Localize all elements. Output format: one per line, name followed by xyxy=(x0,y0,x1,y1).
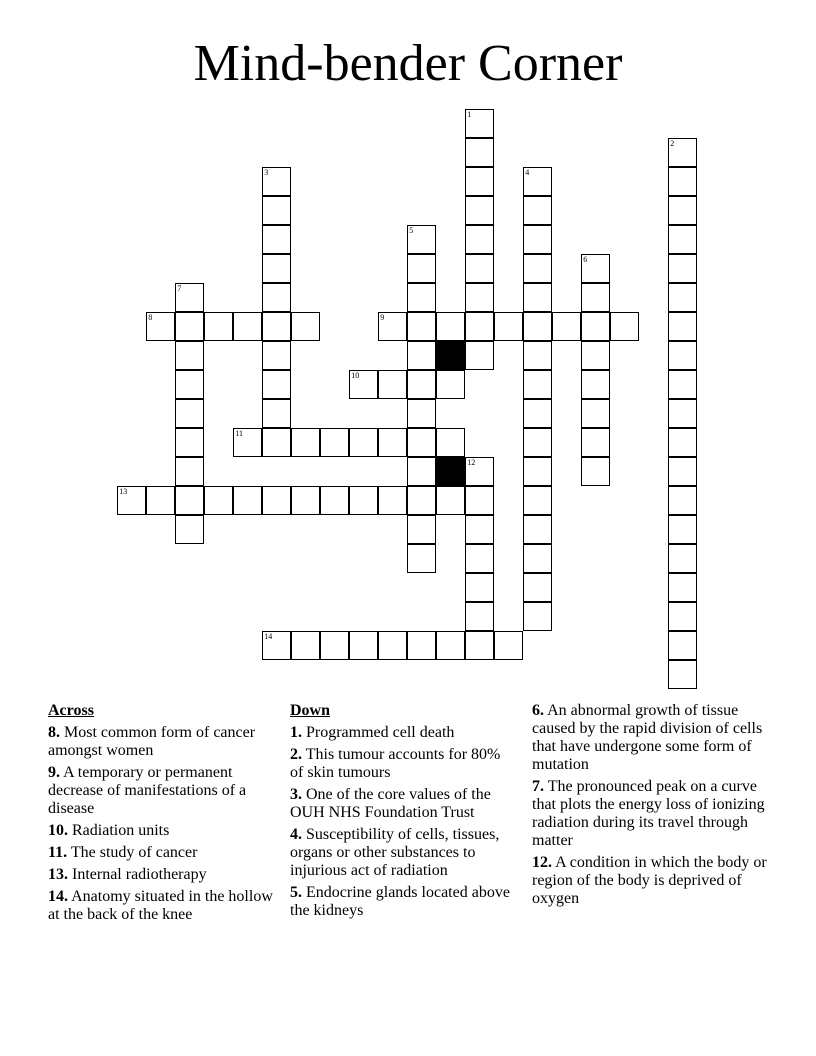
crossword-cell[interactable] xyxy=(523,283,552,312)
crossword-cell[interactable] xyxy=(552,312,581,341)
crossword-cell[interactable] xyxy=(581,312,610,341)
clue-down-1: 1. Programmed cell death xyxy=(290,724,455,741)
crossword-cell[interactable] xyxy=(407,428,436,457)
crossword-cell[interactable] xyxy=(465,602,494,631)
crossword-cell[interactable] xyxy=(494,312,523,341)
crossword-cell[interactable] xyxy=(175,399,204,428)
black-square xyxy=(436,341,465,370)
clue-across-11: 11. The study of cancer xyxy=(48,844,198,861)
cell-number: 2 xyxy=(670,139,675,149)
crossword-cell[interactable] xyxy=(291,428,320,457)
crossword-cell[interactable] xyxy=(465,341,494,370)
crossword-cell[interactable] xyxy=(175,515,204,544)
crossword-cell[interactable] xyxy=(175,312,204,341)
crossword-cell[interactable] xyxy=(262,370,291,399)
crossword-cell[interactable] xyxy=(465,631,494,660)
crossword-cell[interactable] xyxy=(407,399,436,428)
cell-number: 14 xyxy=(264,632,273,642)
crossword-cell[interactable] xyxy=(349,631,378,660)
crossword-cell[interactable] xyxy=(436,486,465,515)
crossword-cell[interactable] xyxy=(610,312,639,341)
crossword-cell[interactable] xyxy=(175,486,204,515)
crossword-cell[interactable] xyxy=(581,399,610,428)
crossword-cell[interactable] xyxy=(523,341,552,370)
crossword-cell[interactable] xyxy=(407,631,436,660)
crossword-cell[interactable] xyxy=(262,283,291,312)
crossword-cell[interactable] xyxy=(668,283,697,312)
crossword-cell[interactable] xyxy=(523,196,552,225)
cell-number: 9 xyxy=(380,313,385,323)
crossword-cell[interactable] xyxy=(523,167,552,196)
crossword-cell[interactable] xyxy=(233,486,262,515)
cell-number: 7 xyxy=(177,284,182,294)
crossword-cell[interactable] xyxy=(378,312,407,341)
cell-number: 4 xyxy=(525,168,530,178)
crossword-cell[interactable] xyxy=(349,428,378,457)
crossword-cell[interactable] xyxy=(668,225,697,254)
crossword-cell[interactable] xyxy=(378,370,407,399)
crossword-cell[interactable] xyxy=(262,399,291,428)
cell-number: 6 xyxy=(583,255,588,265)
down-clues-2 xyxy=(532,702,772,912)
crossword-cell[interactable] xyxy=(262,428,291,457)
crossword-cell[interactable] xyxy=(581,428,610,457)
clue-across-14: 14. Anatomy situated in the hollow at the back of the knee xyxy=(48,888,273,923)
crossword-cell[interactable] xyxy=(407,312,436,341)
crossword-cell[interactable] xyxy=(581,283,610,312)
crossword-cell[interactable] xyxy=(668,167,697,196)
crossword-cell[interactable] xyxy=(668,254,697,283)
crossword-cell[interactable] xyxy=(436,428,465,457)
cell-number: 8 xyxy=(148,313,153,323)
crossword-cell[interactable] xyxy=(668,631,697,660)
crossword-cell[interactable] xyxy=(465,196,494,225)
crossword-cell[interactable] xyxy=(291,486,320,515)
crossword-cell[interactable] xyxy=(175,341,204,370)
crossword-cell[interactable] xyxy=(668,428,697,457)
crossword-cell[interactable] xyxy=(523,428,552,457)
black-square xyxy=(436,457,465,486)
crossword-cell[interactable] xyxy=(262,254,291,283)
clue-across-10: 10. Radiation units xyxy=(48,822,170,839)
crossword-cell[interactable] xyxy=(668,370,697,399)
crossword-cell[interactable] xyxy=(494,631,523,660)
crossword-cell[interactable] xyxy=(349,370,378,399)
clue-down-12: 12. A condition in which the body or region of the body is deprived of oxygen xyxy=(532,854,767,907)
cell-number: 10 xyxy=(351,371,360,381)
crossword-cell[interactable] xyxy=(407,254,436,283)
clue-down-7: 7. The pronounced peak on a curve that plots the energy loss of ionizing radiation during its travel through matter xyxy=(532,778,765,849)
crossword-cell[interactable] xyxy=(378,428,407,457)
crossword-cell[interactable] xyxy=(465,312,494,341)
crossword-cell[interactable] xyxy=(204,312,233,341)
down-clues-1 xyxy=(290,702,515,924)
cell-number: 13 xyxy=(119,487,128,497)
crossword-cell[interactable] xyxy=(668,486,697,515)
crossword-cell[interactable] xyxy=(668,660,697,689)
crossword-cell[interactable] xyxy=(465,283,494,312)
crossword-cell[interactable] xyxy=(523,254,552,283)
crossword-cell[interactable] xyxy=(436,631,465,660)
crossword-cell[interactable] xyxy=(291,312,320,341)
crossword-cell[interactable] xyxy=(523,544,552,573)
crossword-cell[interactable] xyxy=(436,370,465,399)
clue-down-2: 2. This tumour accounts for 80% of skin tumours xyxy=(290,746,501,781)
crossword-cell[interactable] xyxy=(668,515,697,544)
crossword-cell[interactable] xyxy=(407,457,436,486)
down-heading: Down xyxy=(290,702,331,719)
crossword-cell[interactable] xyxy=(668,341,697,370)
crossword-cell[interactable] xyxy=(262,486,291,515)
crossword-cell[interactable] xyxy=(465,167,494,196)
crossword-cell[interactable] xyxy=(117,486,146,515)
crossword-cell[interactable] xyxy=(523,457,552,486)
cell-number: 11 xyxy=(235,429,243,439)
crossword-cell[interactable] xyxy=(523,515,552,544)
crossword-cell[interactable] xyxy=(349,486,378,515)
crossword-cell[interactable] xyxy=(175,428,204,457)
crossword-cell[interactable] xyxy=(465,486,494,515)
crossword-cell[interactable] xyxy=(233,428,262,457)
crossword-cell[interactable] xyxy=(407,283,436,312)
crossword-cell[interactable] xyxy=(668,573,697,602)
crossword-cell[interactable] xyxy=(523,399,552,428)
crossword-cell[interactable] xyxy=(523,602,552,631)
crossword-cell[interactable] xyxy=(262,225,291,254)
crossword-cell[interactable] xyxy=(523,225,552,254)
crossword-cell[interactable] xyxy=(175,457,204,486)
crossword-cell[interactable] xyxy=(146,486,175,515)
crossword-cell[interactable] xyxy=(465,457,494,486)
crossword-cell[interactable] xyxy=(581,370,610,399)
crossword-cell[interactable] xyxy=(668,312,697,341)
crossword-cell[interactable] xyxy=(465,515,494,544)
crossword-cell[interactable] xyxy=(668,399,697,428)
crossword-cell[interactable] xyxy=(581,341,610,370)
crossword-cell[interactable] xyxy=(291,631,320,660)
crossword-cell[interactable] xyxy=(175,370,204,399)
crossword-cell[interactable] xyxy=(523,486,552,515)
clue-across-13: 13. Internal radiotherapy xyxy=(48,866,207,883)
crossword-cell[interactable] xyxy=(378,486,407,515)
crossword-cell[interactable] xyxy=(465,138,494,167)
crossword-cell[interactable] xyxy=(465,254,494,283)
crossword-cell[interactable] xyxy=(668,544,697,573)
crossword-cell[interactable] xyxy=(320,631,349,660)
crossword-cell[interactable] xyxy=(378,631,407,660)
crossword-cell[interactable] xyxy=(233,312,262,341)
crossword-cell[interactable] xyxy=(465,544,494,573)
clue-across-9: 9. A temporary or permanent decrease of manifestations of a disease xyxy=(48,764,247,817)
cell-number: 3 xyxy=(264,168,269,178)
crossword-cell[interactable] xyxy=(262,341,291,370)
crossword-cell[interactable] xyxy=(320,428,349,457)
cell-number: 5 xyxy=(409,226,414,236)
crossword-cell[interactable] xyxy=(407,225,436,254)
crossword-cell[interactable] xyxy=(204,486,233,515)
crossword-cell[interactable] xyxy=(523,312,552,341)
crossword-cell[interactable] xyxy=(436,312,465,341)
crossword-cell[interactable] xyxy=(175,283,204,312)
crossword-cell[interactable] xyxy=(523,573,552,602)
crossword-cell[interactable] xyxy=(407,370,436,399)
crossword-cell[interactable] xyxy=(668,457,697,486)
clue-down-3: 3. One of the core values of the OUH NHS Foundation Trust xyxy=(290,786,491,821)
crossword-cell[interactable] xyxy=(262,196,291,225)
crossword-cell[interactable] xyxy=(465,573,494,602)
crossword-cell[interactable] xyxy=(581,457,610,486)
crossword-cell[interactable] xyxy=(465,109,494,138)
across-heading: Across xyxy=(48,702,94,719)
crossword-cell[interactable] xyxy=(262,167,291,196)
crossword-cell[interactable] xyxy=(407,341,436,370)
cell-number: 12 xyxy=(467,458,476,468)
crossword-cell[interactable] xyxy=(320,486,349,515)
crossword-cell[interactable] xyxy=(465,225,494,254)
across-clues xyxy=(48,702,280,928)
clue-down-5: 5. Endocrine glands located above the kidneys xyxy=(290,884,510,919)
crossword-cell[interactable] xyxy=(668,196,697,225)
crossword-cell[interactable] xyxy=(668,138,697,167)
crossword-cell[interactable] xyxy=(146,312,175,341)
crossword-cell[interactable] xyxy=(523,370,552,399)
crossword-cell[interactable] xyxy=(262,631,291,660)
crossword-cell[interactable] xyxy=(407,486,436,515)
crossword-cell[interactable] xyxy=(407,515,436,544)
page-title: Mind-bender Corner xyxy=(193,35,623,92)
crossword-cell[interactable] xyxy=(668,602,697,631)
crossword-cell[interactable] xyxy=(407,544,436,573)
cell-number: 1 xyxy=(467,110,472,120)
clue-down-6: 6. An abnormal growth of tissue caused by the rapid division of cells that have undergone some form of mutation xyxy=(532,702,763,773)
crossword-cell[interactable] xyxy=(262,312,291,341)
clue-across-8: 8. Most common form of cancer amongst women xyxy=(48,724,256,759)
clue-down-4: 4. Susceptibility of cells, tissues, organs or other substances to injurious act of radiation xyxy=(290,826,500,879)
crossword-cell[interactable] xyxy=(581,254,610,283)
